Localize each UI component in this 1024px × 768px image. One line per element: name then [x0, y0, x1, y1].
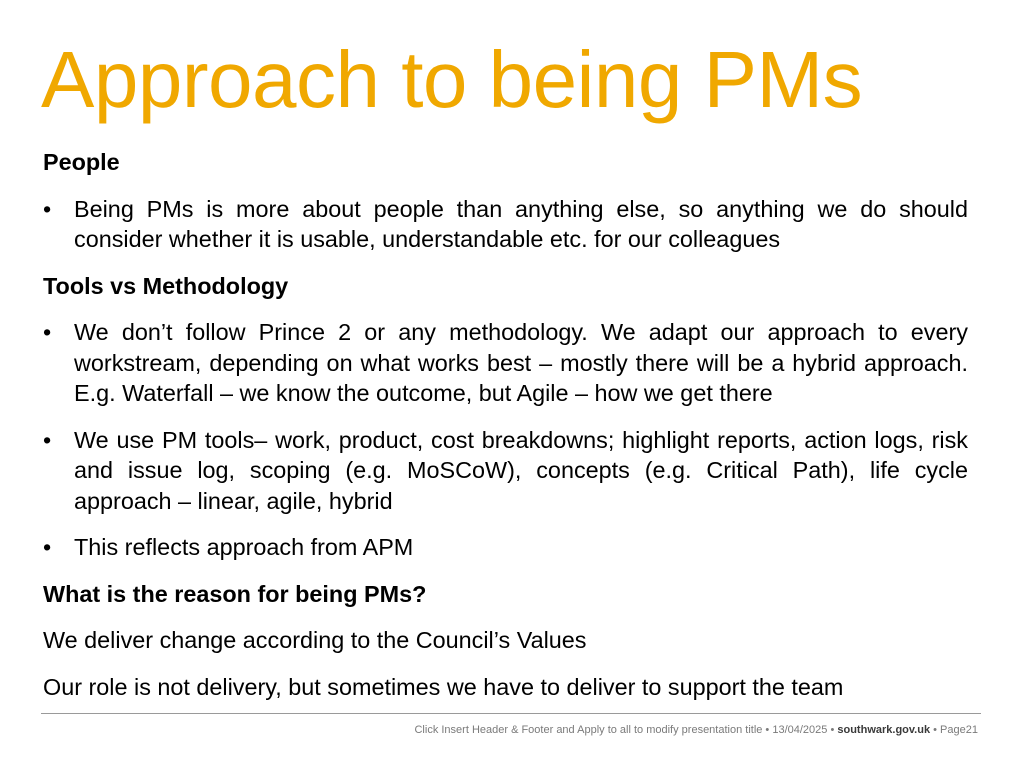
bullet-icon: • [43, 426, 52, 453]
bullet-text: We use PM tools– work, product, cost breakdowns; highlight reports, action logs, risk and issue log, scoping (e.g. MoSCoW), concepts (e.g. Critical Path), life cycle approach – linear, agile, hybrid [74, 426, 968, 514]
section-heading-tools: Tools vs Methodology [43, 272, 289, 299]
slide-body [43, 147, 968, 718]
bullet-item [43, 425, 968, 517]
footer-page-number: 21 [965, 724, 978, 736]
footer-page-label: • Page [933, 724, 966, 736]
section-heading-people: People [43, 149, 120, 175]
footer-text: Click Insert Header & Footer and Apply to all to modify presentation title • 13/04/2025 • [414, 724, 835, 736]
bullet-text: This reflects approach from APM [74, 534, 414, 560]
slide-footer [414, 724, 978, 736]
bullet-item [43, 317, 968, 409]
bullet-icon: • [43, 534, 52, 560]
section-heading-reason: What is the reason for being PMs? [43, 580, 427, 607]
footer-site: southwark.gov.uk [837, 724, 931, 736]
bullet-item [43, 532, 968, 563]
bullet-icon: • [43, 195, 52, 222]
reason-line: Our role is not delivery, but sometimes we have to deliver to support the team [43, 673, 844, 700]
bullet-item [43, 194, 968, 255]
slide-title: Approach to being PMs [41, 35, 863, 124]
bullet-text: We don’t follow Prince 2 or any methodology. We adapt our approach to every workstream, depending on what works best – mostly there will be a hybrid approach. E.g. Waterfall – we know the outcome, but Agile – how we get there [74, 319, 968, 406]
bullet-text: Being PMs is more about people than anything else, so anything we do should consider whether it is usable, understandable etc. for our colleagues [74, 195, 968, 252]
reason-line: We deliver change according to the Council’s Values [43, 627, 587, 653]
footer-divider [41, 713, 981, 714]
bullet-icon: • [43, 319, 52, 345]
